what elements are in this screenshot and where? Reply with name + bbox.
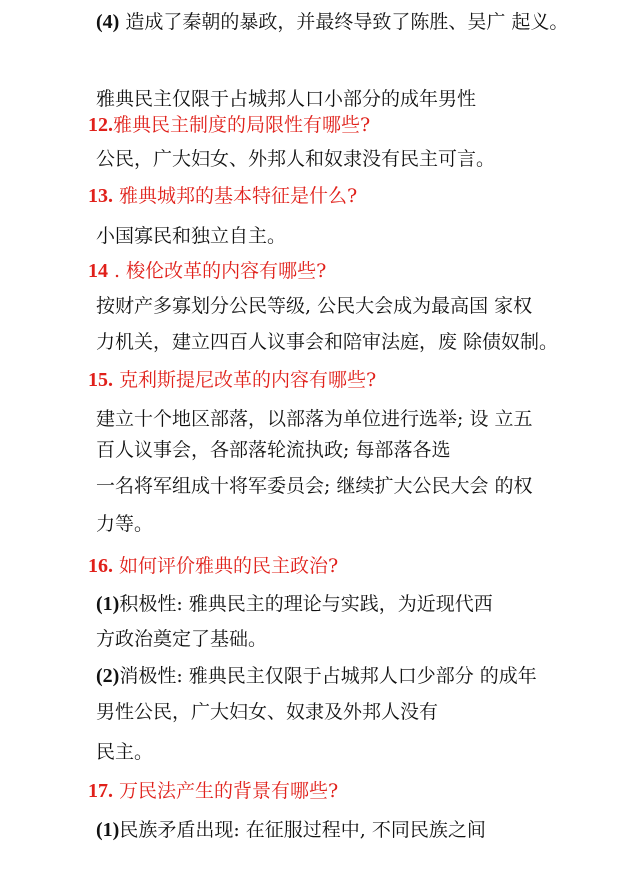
item-marker: (1): [96, 819, 120, 841]
question-heading: 13. 雅典城邦的基本特征是什么?: [88, 185, 358, 207]
answer-line: (1)积极性: 雅典民主的理论与实践，为近现代西: [96, 593, 493, 615]
answer-line: 男性公民，广大妇女、奴隶及外邦人没有: [96, 701, 439, 723]
question-heading: 16. 如何评价雅典的民主政治?: [88, 555, 339, 577]
answer-line: 一名将军组成十将军委员会; 继续扩大公民大会 的权: [96, 475, 533, 497]
answer-line: 按财产多寡划分公民等级, 公民大会成为最高国 家权: [96, 295, 533, 317]
item-marker: (1): [96, 593, 120, 615]
question-number: 13.: [88, 185, 113, 207]
answer-line: 建立十个地区部落，以部落为单位进行选举; 设 立五: [96, 408, 533, 430]
answer-line: 方政治奠定了基础。: [96, 628, 268, 650]
question-number: 14: [88, 260, 108, 282]
answer-line: 雅典民主仅限于占城邦人口小部分的成年男性: [96, 88, 477, 110]
question-number: 16.: [88, 555, 113, 577]
answer-line: (4) 造成了秦朝的暴政，并最终导致了陈胜、吴广 起义。: [96, 11, 569, 33]
question-heading: 12.雅典民主制度的局限性有哪些?: [88, 114, 371, 136]
question-heading: 14 . 梭伦改革的内容有哪些?: [88, 260, 327, 282]
answer-line: 小国寡民和独立自主。: [96, 225, 287, 247]
answer-line: 百人议事会，各部落轮流执政; 每部落各选: [96, 439, 451, 461]
item-marker: (4): [96, 11, 120, 33]
question-number: 15.: [88, 369, 113, 391]
item-marker: (2): [96, 665, 120, 687]
question-number: 12.: [88, 114, 113, 136]
question-number: 17.: [88, 780, 113, 802]
question-heading: 17. 万民法产生的背景有哪些?: [88, 780, 339, 802]
answer-line: 民主。: [96, 741, 154, 763]
answer-line: (2)消极性: 雅典民主仅限于占城邦人口少部分 的成年: [96, 665, 537, 687]
answer-line: 力等。: [96, 513, 154, 535]
answer-line: 公民，广大妇女、外邦人和奴隶没有民主可言。: [96, 148, 496, 170]
question-heading: 15. 克利斯提尼改革的内容有哪些?: [88, 369, 377, 391]
answer-line: 力机关，建立四百人议事会和陪审法庭，废 除债奴制。: [96, 331, 559, 353]
answer-line: (1)民族矛盾出现: 在征服过程中, 不同民族之间: [96, 819, 486, 841]
